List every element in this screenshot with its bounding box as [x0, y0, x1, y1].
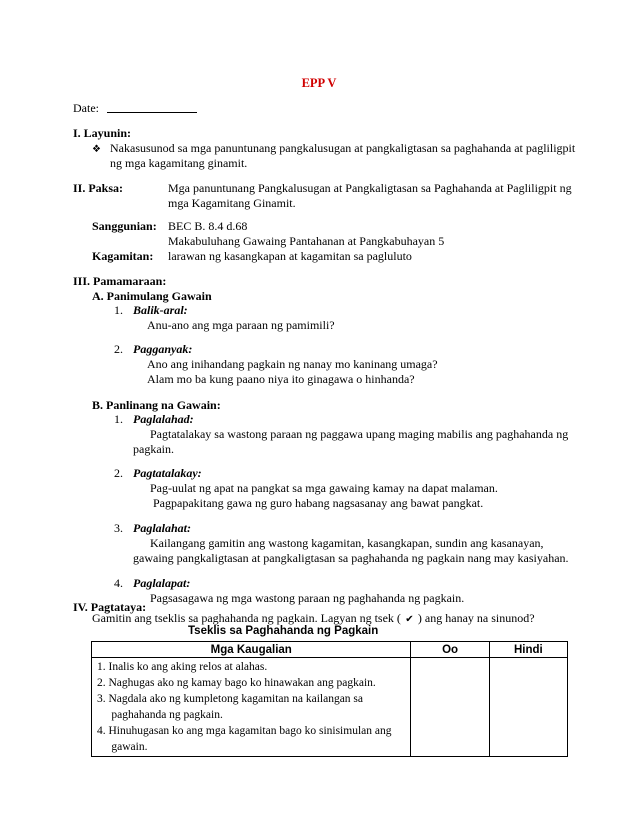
paglalahat-text-1: Kailangang gamitin ang wastong kagamitan, kasangkapan, sundin ang kasanayan, [150, 536, 544, 550]
oo-answer-cell[interactable] [411, 658, 489, 757]
panimulang-gawain-heading: A. Panimulang Gawain [92, 289, 212, 303]
checkmark-icon: ✔ [405, 614, 414, 625]
diamond-bullet-icon: ❖ [92, 144, 101, 155]
pagganyak-label: Pagganyak: [133, 342, 193, 356]
paglalahat-text-2: gawaing pangkaligtasan at pangkaligtasan sa paghahanda ng pagkain nang may kasiyahan. [133, 551, 569, 565]
pagtataya-instruction [92, 611, 535, 626]
pagtatalakay-text-2: Pagpapakitang gawa ng guro habang nagsasanay ang bawat pangkat. [153, 496, 484, 510]
instruction-text-after: ) ang hanay na sinunod? [417, 611, 535, 625]
checklist-header-row [92, 642, 568, 658]
kagamitan-text: larawan ng kasangkapan at kagamitan sa pagluluto [168, 249, 412, 263]
header-oo: Oo [411, 642, 489, 658]
checklist-items-cell [92, 658, 411, 757]
paksa-line-1: Mga panuntunang Pangkalusugan at Pangkaligtasan sa Paghahanda at Pagliligpit ng [168, 181, 572, 195]
paglalahad-text-1: Pagtatalakay sa wastong paraan ng paggawa upang maging mabilis ang paghahanda ng [150, 427, 569, 441]
checklist-item-4: 4. Hinuhugasan ko ang mga kagamitan bago ko sinisimulan ang [97, 725, 392, 737]
header-hindi: Hindi [489, 642, 567, 658]
pagtatalakay-number: 2. [114, 466, 123, 480]
hindi-answer-cell[interactable] [489, 658, 567, 757]
balik-aral-label: Balik-aral: [133, 303, 188, 317]
document-title: EPP V [301, 76, 337, 90]
paglalahad-number: 1. [114, 412, 123, 426]
pagganyak-text-1: Ano ang inihandang pagkain ng nanay mo kaninang umaga? [147, 357, 438, 371]
pagtataya-heading: IV. Pagtataya: [73, 600, 147, 614]
balik-aral-number: 1. [114, 303, 123, 317]
layunin-line-2: ng mga kagamitang ginamit. [110, 156, 248, 170]
paglalahat-number: 3. [114, 521, 123, 535]
pagganyak-text-2: Alam mo ba kung paano niya ito ginagawa o hinhanda? [147, 372, 415, 386]
paglalapat-number: 4. [114, 576, 123, 590]
sanggunian-line-2: Makabuluhang Gawaing Pantahanan at Pangkabuhayan 5 [168, 234, 445, 248]
paglalapat-label: Paglalapat: [133, 576, 191, 590]
date-line [73, 101, 197, 116]
layunin-line-1: Nakasusunod sa mga panuntunang pangkalusugan at pangkaligtasan sa paghahanda at pagliligpit [110, 141, 576, 155]
paglalahat-label: Paglalahat: [133, 521, 192, 535]
kagamitan-label: Kagamitan: [92, 249, 154, 263]
sanggunian-label: Sanggunian: [92, 219, 157, 233]
date-blank[interactable] [107, 112, 197, 113]
paglalahad-text-2: pagkain. [133, 442, 174, 456]
checklist-item-1: 1. Inalis ko ang aking relos at alahas. [97, 661, 268, 673]
paglalapat-text: Pagsasagawa ng mga wastong paraan ng paghahanda ng pagkain. [150, 591, 465, 605]
pagtatalakay-label: Pagtatalakay: [133, 466, 202, 480]
checklist-item-3: 3. Nagdala ako ng kumpletong kagamitan na kailangan sa [97, 693, 364, 705]
paglalahad-label: Paglalahad: [133, 412, 194, 426]
pagtatalakay-text-1: Pag-uulat ng apat na pangkat sa mga gawaing kamay na dapat malaman. [150, 481, 498, 495]
sanggunian-line-1: BEC B. 8.4 d.68 [168, 219, 248, 233]
checklist-item-4-cont: gawain. [97, 741, 148, 753]
checklist-body-row [92, 658, 568, 757]
paksa-line-2: mga Kagamitang Ginamit. [168, 196, 296, 210]
pagganyak-number: 2. [114, 342, 123, 356]
balik-aral-text: Anu-ano ang mga paraan ng pamimili? [147, 318, 335, 332]
checklist-table [91, 641, 568, 757]
header-mga-kaugalian: Mga Kaugalian [92, 642, 411, 658]
layunin-heading: I. Layunin: [73, 126, 132, 140]
paksa-label: II. Paksa: [73, 181, 124, 195]
checklist-item-2: 2. Naghugas ako ng kamay bago ko hinawakan ang pagkain. [97, 677, 376, 689]
checklist-title: Tseklis sa Paghahanda ng Pagkain [188, 625, 379, 637]
instruction-text-before: Gamitin ang tseklis sa paghahanda ng pagkain. Lagyan ng tsek ( [92, 611, 401, 625]
checklist-item-3-cont: paghahanda ng pagkain. [97, 709, 223, 721]
layunin-objective [92, 141, 575, 156]
pamamaraan-heading: III. Pamamaraan: [73, 274, 167, 288]
panlinang-heading: B. Panlinang na Gawain: [92, 398, 221, 412]
date-label: Date: [73, 101, 99, 115]
